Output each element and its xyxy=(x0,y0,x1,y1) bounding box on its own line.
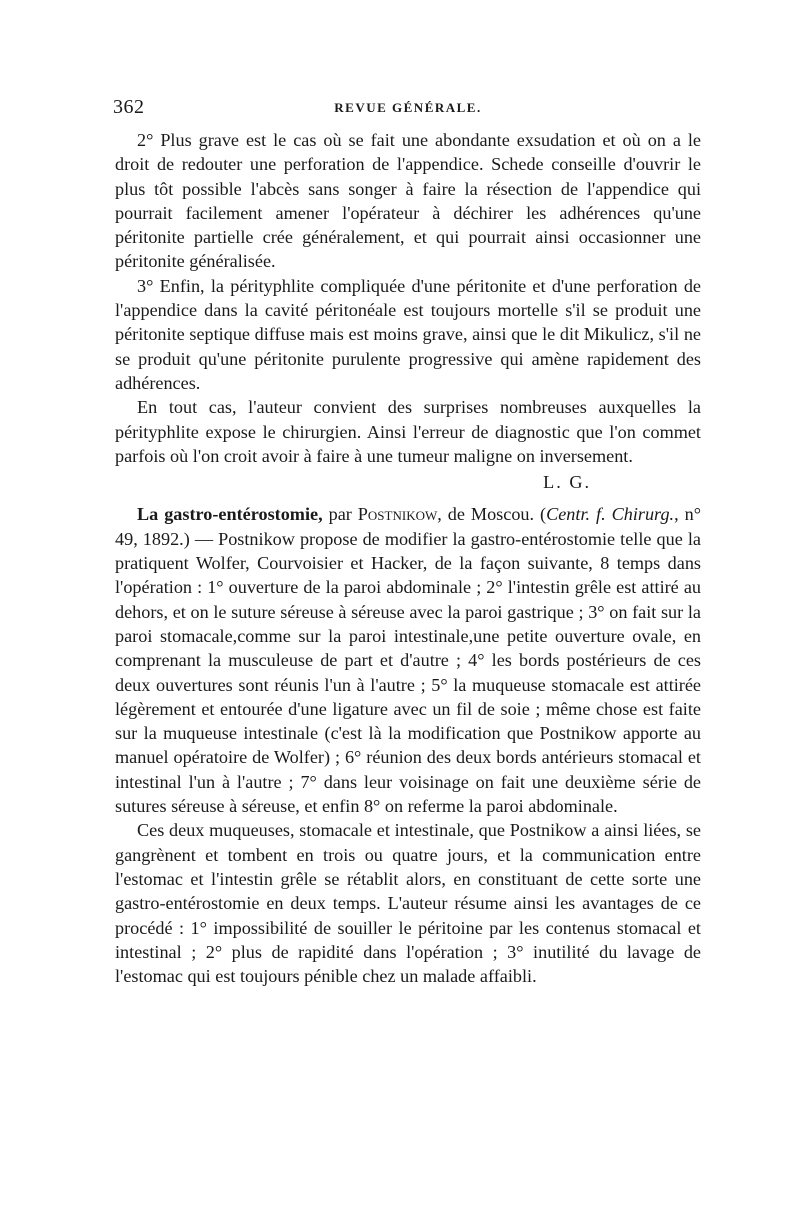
paragraph: Ces deux muqueuses, stomacale et intestinale, que Postnikow a ainsi liées, se gangrènent et tombent en trois ou quatre jours, et la communication entre l'estomac et l'intestin grêle se rétablit alors, en constituant de cette sorte une gastro-entérostomie en deux temps. L'auteur résume ainsi les avantages de ce procédé : 1° impossibilité de souiller le péritoine par les contenus stomacal et intestinal ; 2° plus de rapidité dans l'opération ; 3° inutilité du lavage de l'estomac qui est toujours pénible chez un malade affaibli. xyxy=(115,820,701,987)
article-title: La gastro-entérostomie, xyxy=(137,504,323,525)
article-paragraph xyxy=(115,502,701,818)
article-author: Postnikow xyxy=(357,504,438,525)
signature: L. G. xyxy=(543,472,591,493)
body-text xyxy=(115,128,701,988)
page-number: 362 xyxy=(113,96,145,118)
article-place: , de Moscou. xyxy=(437,504,535,525)
paragraph: 2° Plus grave est le cas où se fait une abondante exsudation et où on a le droit de redouter une perforation de l'appendice. Schede conseille d'ouvrir le plus tôt possible l'abcès sans songer à faire la résection de l'appendice qui pourrait facilement amener l'opérateur à déchirer les adhérences qu'une péritonite partielle crée généralement, et qui pourrait ainsi occasionner une péritonite généralisée. xyxy=(115,130,701,272)
running-head xyxy=(113,96,703,120)
article-body: — Postnikow propose de modifier la gastro-entérostomie telle que la pratiquent Wolfer, Courvoisier et Hacker, de la façon suivante, 8 temps dans l'opération : 1° ouverture de la paroi abdominale ; 2° l'intestin grêle est attiré au dehors, et on le suture séreuse à séreuse avec la paroi gastrique ; 3° on fait sur la paroi stomacale,comme sur la paroi intestinale,une petite ouverture ovale, en comprenant la musculeuse de part et d'autre ; 4° les bords postérieurs de ces deux ouvertures sont réunis l'un à l'autre ; 5° la muqueuse stomacale est attirée légèrement et entourée d'une ligature avec un fil de soie ; même chose est faite sur la muqueuse intestinale (c'est là la modification que Postnikow apporte au manuel opératoire de Wolfer) ; 6° réunion des deux bords antérieurs stomacal et intestinal l'un à l'autre ; 7° dans leur voisinage on fait une deuxième série de sutures séreuse à séreuse, et enfin 8° on referme la paroi abdominale. xyxy=(115,528,701,817)
paragraph: 3° Enfin, la pérityphlite compliquée d'une péritonite et d'une perforation de l'appendice dans la cavité péritonéale est toujours mortelle s'il se produit une péritonite septique diffuse mais est moins grave, ainsi que le dit Mikulicz, s'il ne se produit qu'une péritonite purulente progressive qui amène rapidement des adhérences. xyxy=(115,275,701,393)
reference-details: , n° 49, 1892.) xyxy=(115,504,701,549)
running-title: REVUE GÉNÉRALE. xyxy=(334,100,482,115)
reference-open: ( xyxy=(534,504,547,525)
article-by: par xyxy=(322,504,358,525)
paragraph: En tout cas, l'auteur convient des surprises nombreuses auxquelles la pérityphlite expose le chirurgien. Ainsi l'erreur de diagnostic que l'on commet parfois où l'on croit avoir à faire à une tumeur maligne on inversement. xyxy=(115,397,701,466)
reference-journal: Centr. f. Chirurg. xyxy=(546,504,675,525)
